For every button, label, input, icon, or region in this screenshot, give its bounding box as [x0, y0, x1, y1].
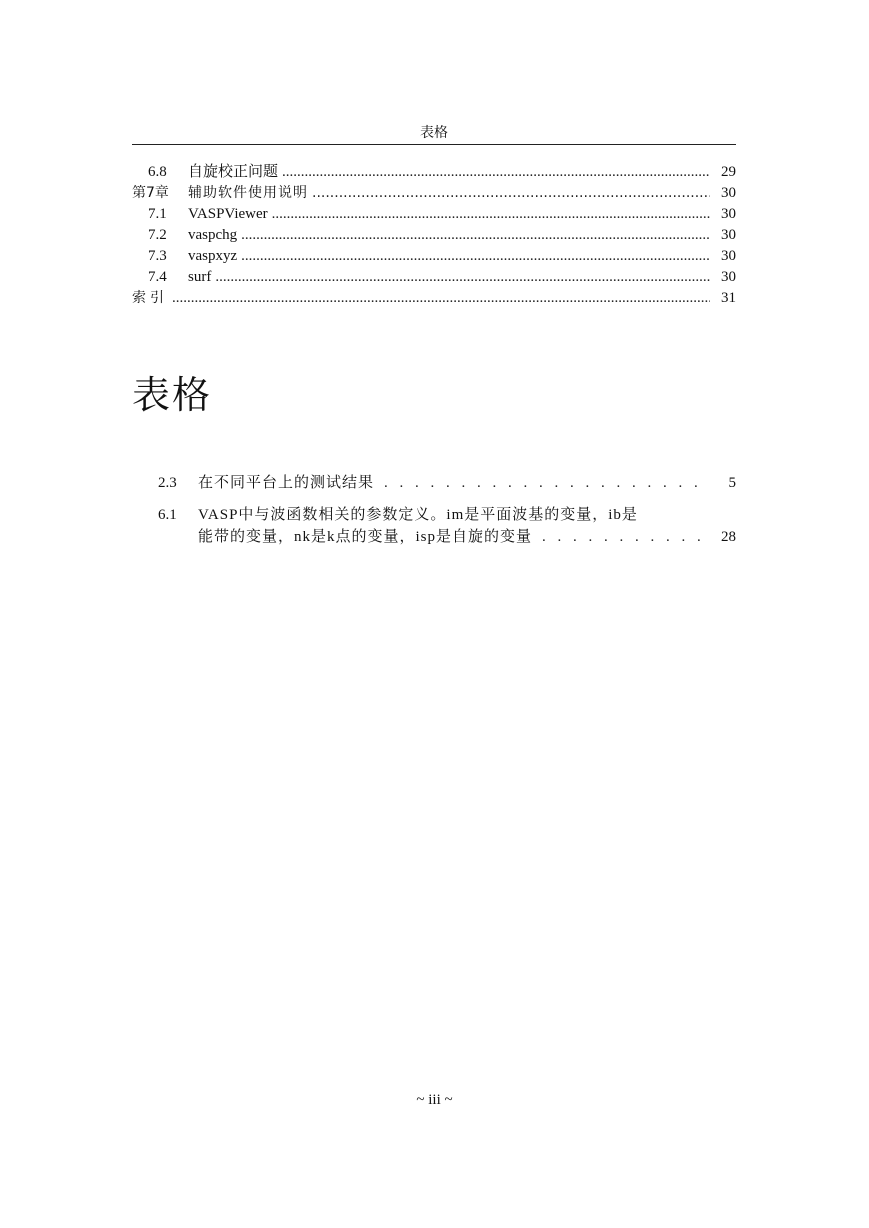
toc-entry-title: 辅助软件使用说明: [188, 185, 308, 201]
toc-entry-title: vaspchg: [188, 227, 238, 243]
toc-entry-number: 7.2: [148, 227, 167, 243]
toc-entry-page: 31: [721, 290, 736, 306]
toc-entry-page: 30: [721, 185, 736, 201]
toc-entry-title: 自旋校正问题: [188, 164, 279, 180]
toc-entry[interactable]: [132, 246, 736, 267]
lot-entry-page: 5: [728, 475, 736, 491]
dot-leader: [215, 267, 710, 288]
dot-leader: [312, 183, 710, 204]
toc-entry-page: 29: [721, 164, 736, 180]
lot-entry-title-continued: 能带的变量，nk是k点的变量，isp是自旋的变量: [198, 529, 533, 545]
dot-leader: [241, 246, 710, 267]
toc-entry[interactable]: [132, 204, 736, 225]
toc-entry-title: VASPViewer: [188, 206, 268, 222]
dot-leader: [272, 204, 710, 225]
running-head: 表格: [420, 126, 448, 141]
toc-entry-number: 第7章: [132, 185, 169, 201]
toc-entry[interactable]: [132, 267, 736, 288]
toc-entry-number: 7.1: [148, 206, 167, 222]
lot-entry-number: 6.1: [158, 507, 177, 523]
page-number-footer: ~ iii ~: [416, 1092, 453, 1108]
list-of-tables-heading: 表格: [132, 373, 213, 417]
toc-entry[interactable]: [132, 288, 736, 309]
lot-entry-title: VASP中与波函数相关的参数定义。im是平面波基的变量，ib是: [198, 507, 638, 523]
dot-leader: [282, 162, 710, 183]
dot-leader: [172, 288, 710, 309]
toc-entry-page: 30: [721, 248, 736, 264]
toc-entry-page: 30: [721, 269, 736, 285]
toc-entry-number: 7.3: [148, 248, 167, 264]
dot-leader: [241, 225, 710, 246]
lot-entry[interactable]: [158, 472, 736, 494]
header-rule: [132, 144, 736, 145]
toc-entry-title: 索引: [132, 290, 168, 306]
dot-leader: [384, 472, 706, 494]
dot-leader: [542, 526, 706, 548]
lot-entry-number: 2.3: [158, 475, 177, 491]
toc-entry-number: 7.4: [148, 269, 167, 285]
toc-entry[interactable]: [132, 225, 736, 246]
lot-entry[interactable]: [158, 504, 736, 548]
toc-entry-page: 30: [721, 227, 736, 243]
toc-entry[interactable]: [132, 183, 736, 204]
lot-entry-page: 28: [721, 529, 736, 545]
toc-entry-number: 6.8: [148, 164, 167, 180]
lot-entry-title: 在不同平台上的测试结果: [198, 475, 375, 491]
toc-entry-title: vaspxyz: [188, 248, 238, 264]
table-of-contents: [132, 162, 736, 309]
toc-entry[interactable]: [132, 162, 736, 183]
list-of-tables: [158, 472, 736, 558]
toc-entry-page: 30: [721, 206, 736, 222]
toc-entry-title: surf: [188, 269, 212, 285]
